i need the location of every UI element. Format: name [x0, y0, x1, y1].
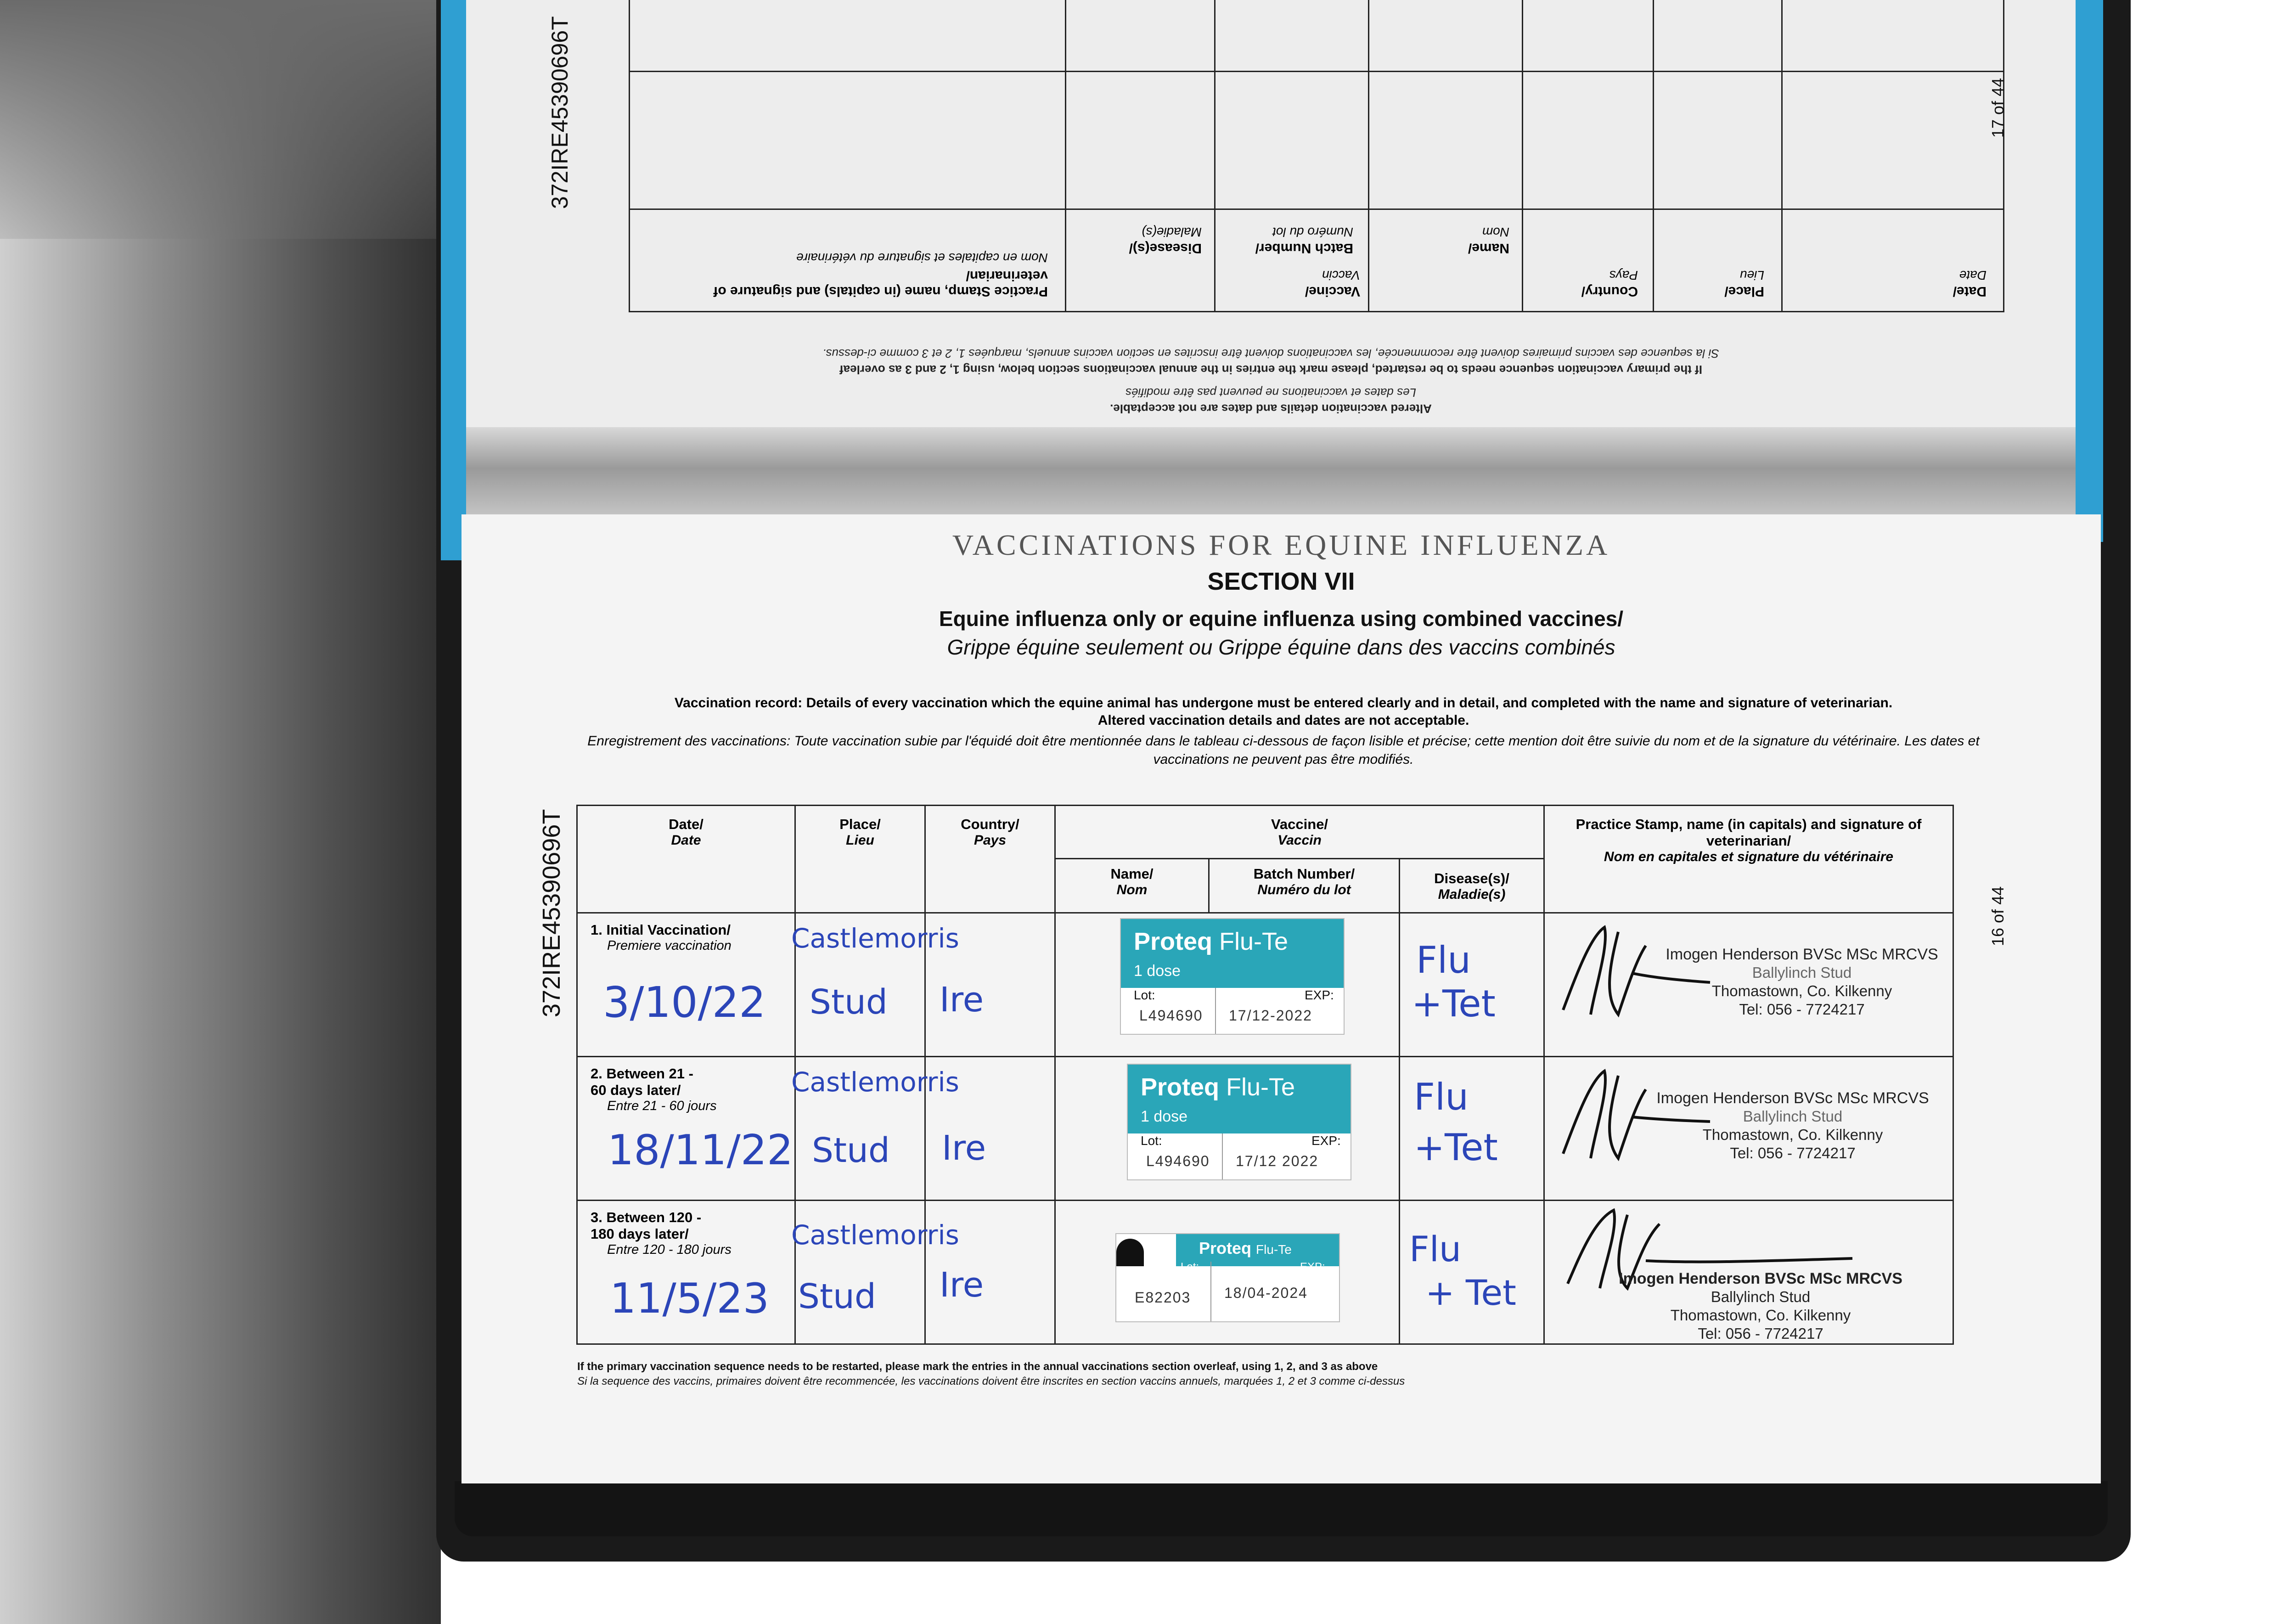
stamp-header: Practice Stamp, name (in capitals) and signature of veterinarian/ Nom en capitales et signature du vétérinaire [1544, 806, 1953, 913]
record-altered-en: Altered vaccination details and dates are not acceptable. [1097, 713, 1469, 728]
facing-table [629, 0, 2004, 312]
facing-name-header: Name/ [1468, 241, 1509, 256]
vaccine-dose: 1 dose [1141, 1108, 1188, 1125]
vaccine-name: Flu-Te [1226, 1073, 1295, 1101]
lot-label: Lot: [1181, 1261, 1199, 1273]
vaccination-date: 18/11/22 [608, 1126, 793, 1174]
vaccine-name-header: Name/ Nom [1055, 859, 1209, 913]
vaccine-name: Flu-Te [1219, 928, 1289, 955]
facing-vaccine-header: Vaccine/ [1305, 284, 1360, 299]
lot-label: Lot: [1134, 988, 1155, 1002]
exp-label: EXP: [1311, 1133, 1341, 1148]
vet-telephone: Tel: 056 - 7724217 [1698, 1325, 1823, 1342]
vaccination-date: 3/10/22 [603, 978, 766, 1027]
facing-batch-header: Batch Number/ [1255, 241, 1353, 256]
vet-practice: Ballylinch Stud [1711, 1288, 1811, 1305]
disease-line-1: Flu [1414, 1076, 1469, 1118]
country: Ire [940, 980, 984, 1020]
exp-label: EXP: [1305, 988, 1334, 1002]
vet-telephone: Tel: 056 - 7724217 [1739, 1001, 1865, 1018]
disease-line-1: Flu [1409, 1229, 1461, 1269]
footer-note-en: If the primary vaccination sequence needs to be restarted, please mark the entries in the annual vaccinations section overleaf, using 1, 2, and 3 as above [577, 1360, 1378, 1373]
scan-shadow-top [0, 0, 441, 239]
vet-town: Thomastown, Co. Kilkenny [1711, 982, 1892, 999]
row-label: 2. Between 21 - 60 days later/ [591, 1066, 693, 1098]
vaccine-name: Flu-Te [1256, 1242, 1292, 1257]
vaccination-table [576, 805, 1954, 1345]
disease-line-2: +Tet [1414, 1126, 1498, 1169]
page-16 [461, 514, 2101, 1483]
exp-label: EXP: [1300, 1261, 1325, 1273]
vaccine-dose: 1 dose [1134, 962, 1181, 980]
vaccine-label-sticker [1127, 1064, 1351, 1180]
disease-line-2: +Tet [1412, 982, 1496, 1025]
vet-practice: Ballylinch Stud [1752, 964, 1852, 981]
vaccine-brand: Proteq [1199, 1239, 1252, 1257]
country-header: Country/ Pays [925, 806, 1055, 913]
page-number: 16 of 44 [1988, 886, 2007, 946]
record-instructions-en: Vaccination record: Details of every vaccination which the equine animal has undergone must be entered clearly and in detail, and completed with the name and signature of veterinarian. [674, 695, 1893, 710]
page-id: 372IRE45390696T [538, 809, 565, 1017]
facing-restart-fr: Si la sequence des vaccins primaires doivent être recommencée, les vaccinations doivent être inscrites en section vaccins annuels, marquées 1, 2 et 3 comme ci-dessus. [822, 347, 1719, 361]
facing-name-header-fr: Nom [1482, 225, 1509, 239]
table-row [577, 1057, 1953, 1201]
disease-line-2: + Tet [1425, 1272, 1516, 1313]
vet-practice: Ballylinch Stud [1743, 1108, 1843, 1125]
subtitle-en: Equine influenza only or equine influenza using combined vaccines/ [939, 607, 1624, 631]
country: Ire [942, 1128, 986, 1168]
table-row [577, 913, 1953, 1057]
footer-note-fr: Si la sequence des vaccins, primaires doivent être recommencée, les vaccinations doivent être inscrites en section vaccins annuels, marquées 1, 2 et 3 comme ci-dessus [577, 1375, 1405, 1387]
batch-number: L494690 [1146, 1153, 1210, 1169]
facing-country-header-fr: Pays [1609, 268, 1638, 282]
facing-altered-fr: Les dates et vaccinations ne peuvent pas être modifiés [1125, 386, 1417, 400]
facing-page-number: 17 of 44 [1988, 78, 2007, 138]
facing-date-header: Date/ [1953, 284, 1986, 299]
lot-label: Lot: [1141, 1133, 1162, 1148]
facing-disease-header-fr: Maladie(s) [1142, 225, 1202, 239]
batch-header: Batch Number/ Numéro du lot [1209, 859, 1400, 913]
place-line-1: Castlemorris [791, 1066, 959, 1098]
place-line-2: Stud [810, 982, 888, 1022]
vet-town: Thomastown, Co. Kilkenny [1670, 1307, 1851, 1324]
vaccine-label-sticker [1115, 1233, 1340, 1322]
facing-country-header: Country/ [1581, 284, 1638, 299]
place-header: Place/ Lieu [795, 806, 925, 913]
date-header: Date/ Date [577, 806, 795, 913]
place-line-2: Stud [798, 1277, 876, 1316]
vaccine-header: Vaccine/ Vaccin [1055, 806, 1544, 859]
vet-name: Imogen Henderson BVSc MSc MRCVS [1656, 1089, 1929, 1107]
batch-number: E82203 [1135, 1289, 1191, 1306]
scan-shadow [0, 0, 441, 1624]
facing-stamp-header: Practice Stamp, name (in capitals) and signature of veterinarian/ [713, 268, 1048, 299]
batch-number: L494690 [1139, 1007, 1203, 1024]
facing-restart-en: If the primary vaccination sequence needs to be restarted, please mark the entries in the annual vaccinations section below, using 1, 2 and 3 as overleaf [839, 363, 1702, 377]
cover-edge-left [441, 0, 468, 560]
vet-name: Imogen Henderson BVSc MSc MRCVS [1666, 946, 1938, 963]
vaccination-date: 11/5/23 [610, 1274, 769, 1323]
vaccine-brand: Proteq [1141, 1073, 1220, 1101]
cover-edge-right [2076, 0, 2103, 542]
table-row [577, 1201, 1953, 1344]
expiry-date: 18/04-2024 [1224, 1285, 1308, 1301]
vet-town: Thomastown, Co. Kilkenny [1702, 1126, 1883, 1143]
row-label-fr: Premiere vaccination [607, 938, 732, 953]
page-heading: VACCINATIONS FOR EQUINE INFLUENZA [952, 529, 1610, 561]
row-label: 1. Initial Vaccination/ [591, 922, 731, 938]
facing-disease-header: Disease(s)/ [1129, 241, 1202, 256]
vaccine-label-sticker [1120, 918, 1345, 1035]
vet-name: Imogen Henderson BVSc MSc MRCVS [1619, 1270, 1902, 1287]
facing-page-id: 372IRE45390696T [547, 16, 573, 209]
place-line-1: Castlemorris [791, 1219, 959, 1251]
disease-header: Disease(s)/ Maladie(s) [1400, 859, 1544, 913]
country: Ire [940, 1265, 984, 1305]
vaccine-brand: Proteq [1134, 928, 1213, 955]
record-instructions-fr: Enregistrement des vaccinations: Toute vaccination subie par l'équidé doit être mentionnée dans le tableau ci-dessous de façon lisible et précise; cette mention doit être suivie du nom et de la signature du vétérinaire. Les dates et vaccinations ne peuvent pas être modifiés. [587, 733, 1980, 767]
facing-date-header-fr: Date [1959, 268, 1986, 282]
disease-line-1: Flu [1416, 939, 1471, 981]
vet-telephone: Tel: 056 - 7724217 [1730, 1145, 1856, 1162]
facing-place-header: Place/ [1724, 284, 1764, 299]
row-label: 3. Between 120 - 180 days later/ [591, 1209, 702, 1242]
subtitle-fr: Grippe équine seulement ou Grippe équine dans des vaccins combinés [947, 635, 1615, 659]
place-line-2: Stud [812, 1131, 890, 1170]
facing-vaccine-header-fr: Vaccin [1322, 268, 1360, 282]
facing-batch-header-fr: Numéro du lot [1272, 225, 1353, 239]
facing-stamp-header-fr: Nom en capitales et signature du vétérinaire [796, 251, 1048, 265]
row-label-fr: Entre 21 - 60 jours [607, 1099, 717, 1113]
section-title: SECTION VII [1207, 568, 1355, 595]
row-label-fr: Entre 120 - 180 jours [607, 1242, 732, 1257]
facing-place-header-fr: Lieu [1740, 268, 1764, 282]
expiry-date: 17/12 2022 [1236, 1153, 1319, 1169]
place-line-1: Castlemorris [791, 923, 959, 954]
book-gutter [466, 427, 2076, 519]
facing-altered-en: Altered vaccination details and dates are not acceptable. [1110, 402, 1432, 416]
expiry-date: 17/12-2022 [1229, 1007, 1312, 1024]
cover-bottom [455, 1481, 2108, 1536]
